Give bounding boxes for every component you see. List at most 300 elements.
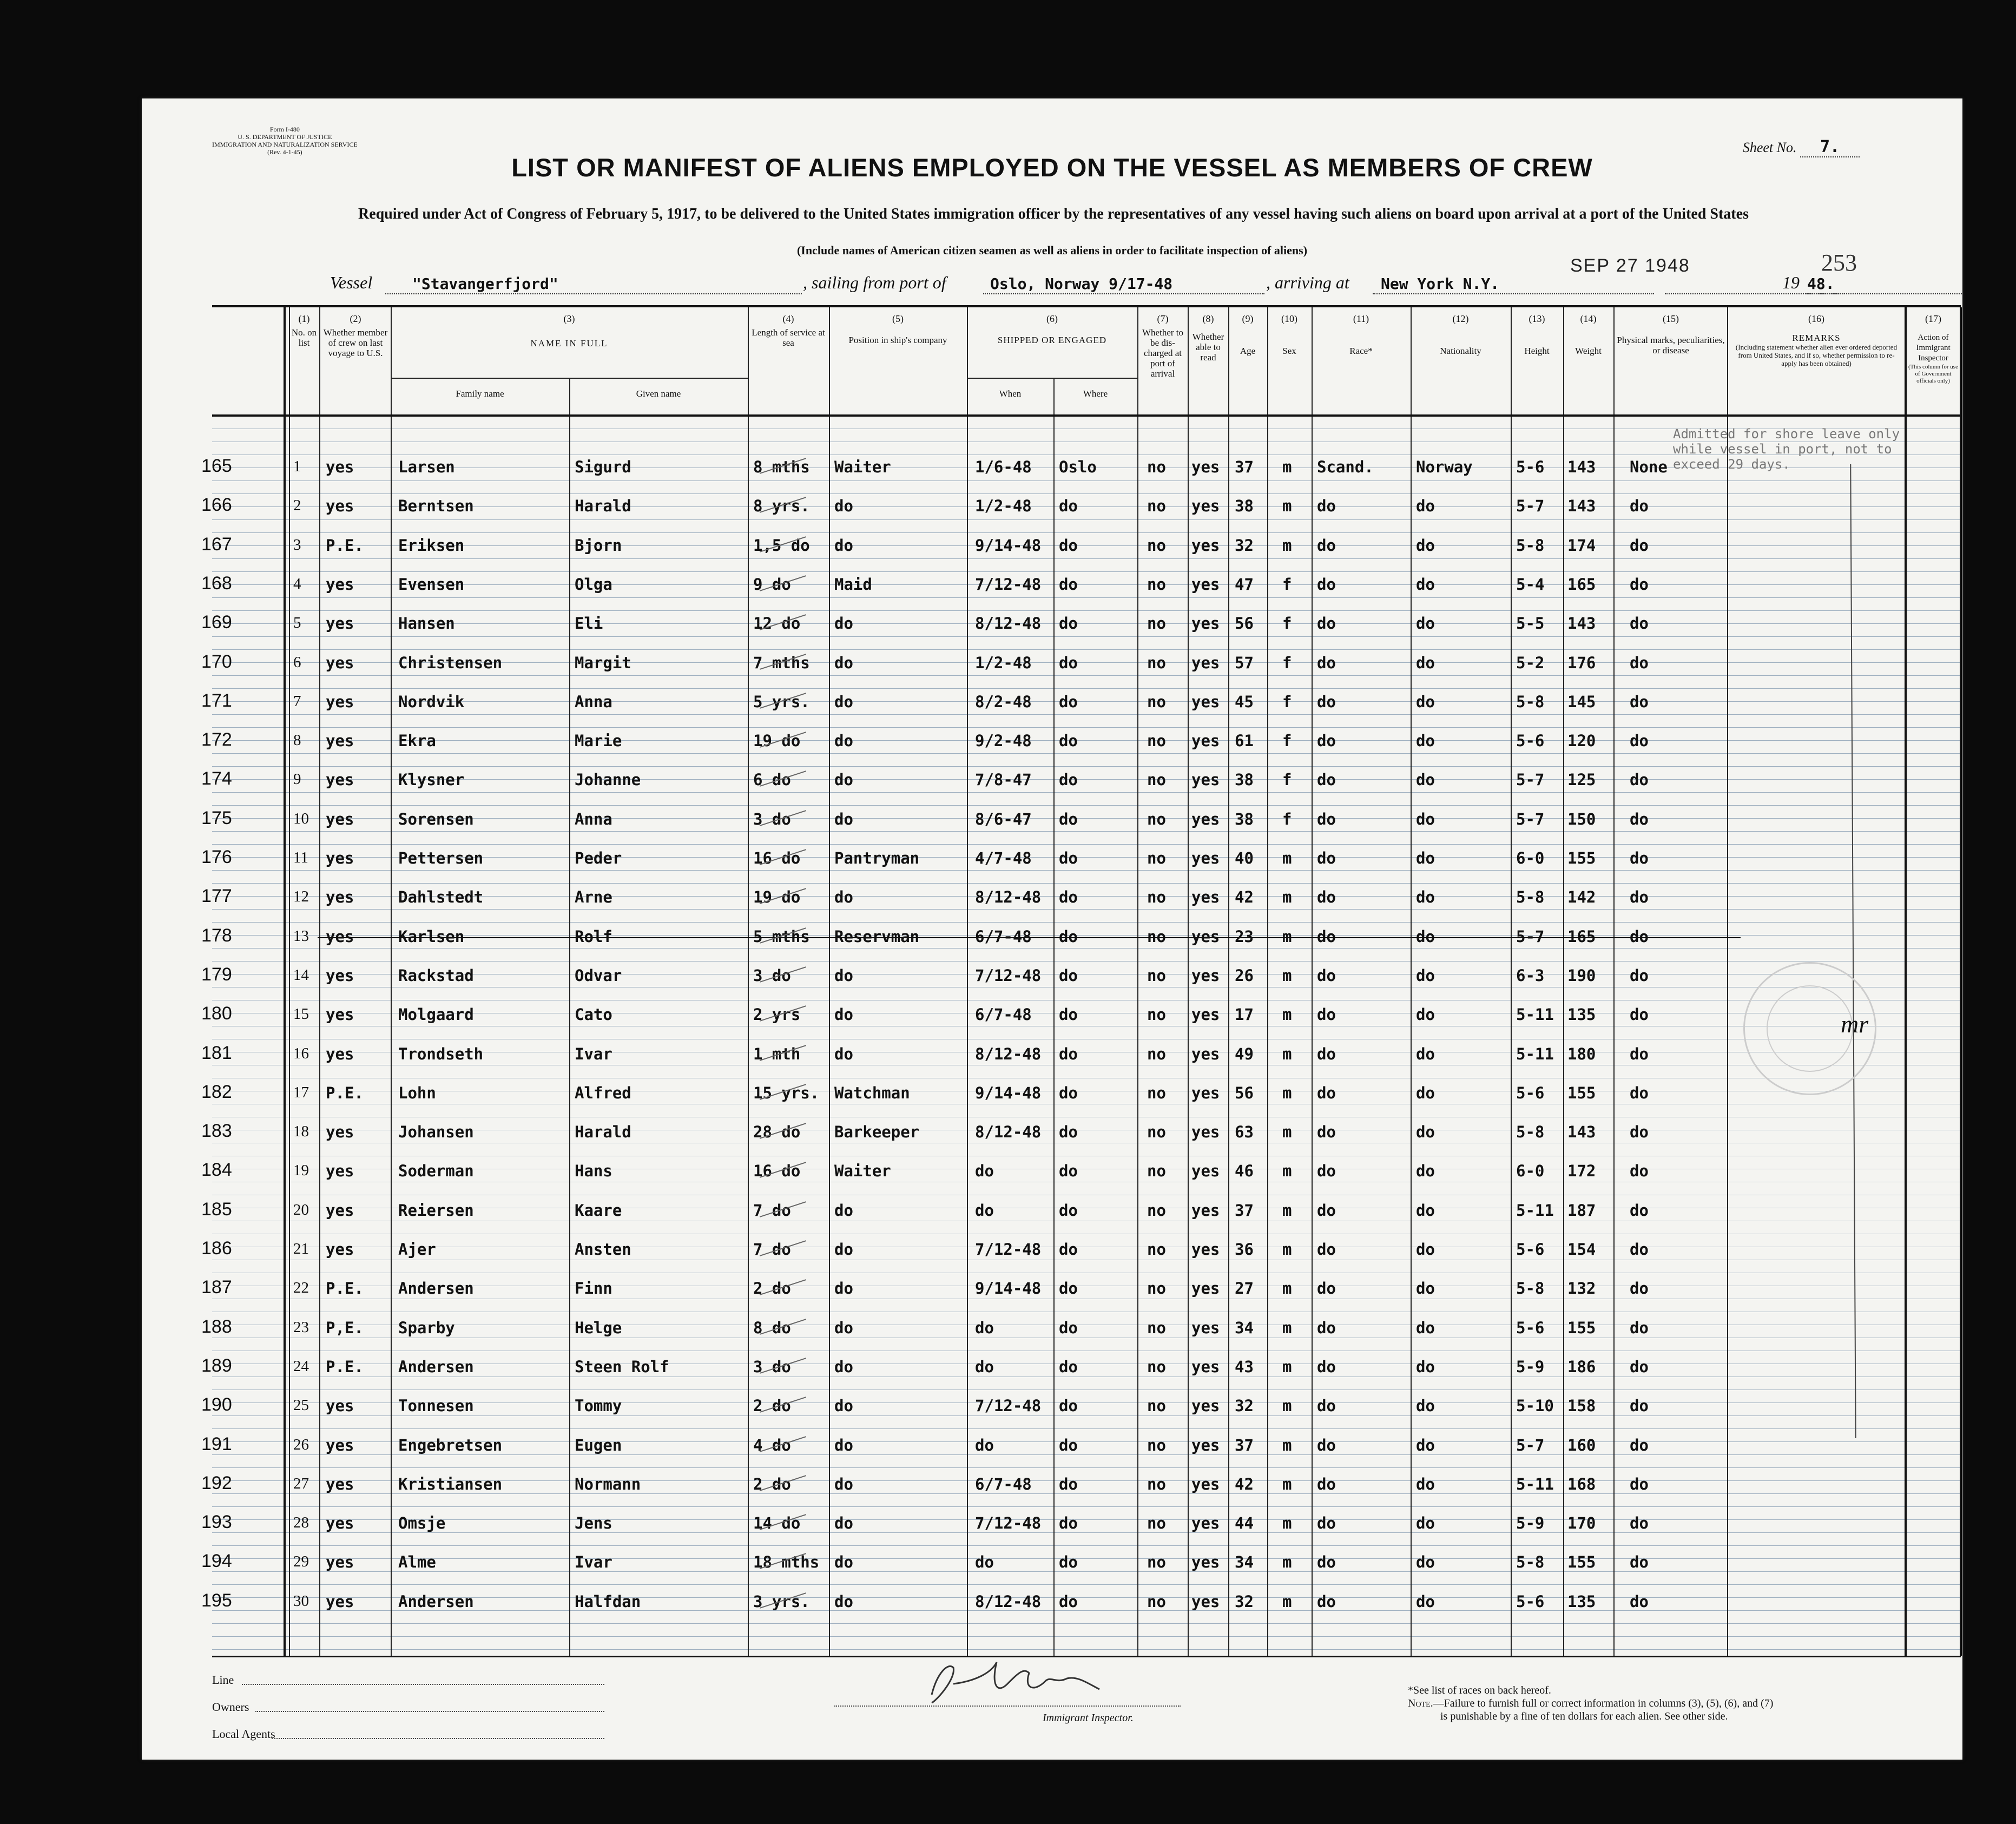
cell-family-name: Pettersen	[398, 849, 484, 867]
cell-position: do	[834, 809, 853, 828]
cell-given-name: Ivar	[575, 1553, 612, 1572]
cell-age: 23	[1235, 927, 1254, 946]
cell-to-be-discharged: no	[1147, 1044, 1166, 1063]
cell-line-number: 183	[201, 1121, 232, 1142]
cell-to-be-discharged: no	[1147, 1318, 1166, 1337]
cell-to-be-discharged: no	[1147, 614, 1166, 633]
cell-given-name: Hans	[575, 1162, 612, 1181]
cell-height: 5-9	[1516, 1514, 1545, 1533]
table-row	[201, 838, 1961, 877]
cell-able-to-read: yes	[1191, 1553, 1220, 1572]
cell-family-name: Sorensen	[398, 809, 474, 828]
cell-to-be-discharged: no	[1147, 1279, 1166, 1298]
cell-last-voyage: yes	[326, 1514, 354, 1533]
cell-family-name: Ekra	[398, 732, 436, 750]
header-label: Sex	[1282, 346, 1296, 356]
cell-length-of-service: 1 mth	[753, 1044, 801, 1063]
header-bottom-rule	[212, 414, 1961, 417]
cell-family-name: Andersen	[398, 1357, 474, 1376]
cell-given-name: Johanne	[575, 771, 641, 789]
shipped-subheader-rule	[967, 378, 1137, 379]
cell-shipped-when: 8/2-48	[975, 692, 1032, 711]
header-number: (3)	[563, 313, 575, 324]
cell-height: 5-8	[1516, 692, 1545, 711]
cell-weight: 135	[1567, 1592, 1596, 1611]
cell-age: 43	[1235, 1357, 1254, 1376]
table-row	[201, 1347, 1961, 1386]
cell-given-name: Arne	[575, 888, 612, 907]
cell-shipped-when: 4/7-48	[975, 849, 1032, 867]
cell-row-number: 11	[293, 849, 308, 866]
header-age	[1228, 314, 1267, 356]
cell-race: do	[1317, 1397, 1336, 1415]
cell-weight: 125	[1567, 771, 1596, 789]
cell-to-be-discharged: no	[1147, 1162, 1166, 1181]
cell-line-number: 165	[201, 456, 232, 476]
cell-row-number: 26	[293, 1436, 309, 1453]
cell-to-be-discharged: no	[1147, 1201, 1166, 1220]
cell-to-be-discharged: no	[1147, 771, 1166, 789]
cell-sex: m	[1282, 1318, 1292, 1337]
cell-shipped-when: 7/12-48	[975, 966, 1042, 985]
cell-family-name: Soderman	[398, 1162, 474, 1181]
cell-position: Reservman	[834, 927, 920, 946]
header-shipped-engaged	[967, 314, 1137, 345]
cell-nationality: do	[1416, 966, 1435, 985]
date-stamp: SEP 27 1948	[1570, 255, 1690, 276]
cell-to-be-discharged: no	[1147, 575, 1166, 594]
footer-line-dots	[242, 1684, 604, 1685]
cell-able-to-read: yes	[1191, 966, 1220, 985]
cell-height: 5-7	[1516, 927, 1545, 946]
cell-length-of-service: 5 mths	[753, 927, 810, 946]
header-label: Age	[1240, 346, 1256, 356]
cell-nationality: do	[1416, 809, 1435, 828]
cell-length-of-service: 3 do	[753, 1357, 791, 1376]
race-note: *See list of races on back hereof.	[1408, 1684, 1551, 1696]
cell-able-to-read: yes	[1191, 575, 1220, 594]
cell-shipped-when: 1/6-48	[975, 458, 1032, 476]
header-weight	[1563, 314, 1613, 356]
cell-able-to-read: yes	[1191, 1123, 1220, 1142]
cell-height: 5-4	[1516, 575, 1545, 594]
cell-sex: m	[1282, 1357, 1292, 1376]
cell-length-of-service: 3 do	[753, 966, 791, 985]
page-title: LIST OR MANIFEST OF ALIENS EMPLOYED ON THE VESSEL AS MEMBERS OF CREW	[511, 153, 1593, 182]
cell-age: 37	[1235, 1436, 1254, 1454]
cell-height: 5-7	[1516, 1436, 1545, 1454]
cell-position: do	[834, 653, 853, 672]
cell-length-of-service: 16 do	[753, 849, 801, 867]
cell-race: do	[1317, 1201, 1336, 1220]
header-given-name: Given name	[636, 388, 681, 399]
cell-line-number: 167	[201, 534, 232, 555]
cell-position: do	[834, 771, 853, 789]
cell-sex: m	[1282, 1436, 1292, 1454]
cell-line-number: 166	[201, 495, 232, 516]
cell-family-name: Omsje	[398, 1514, 446, 1533]
header-no-on-list	[289, 314, 319, 348]
cell-sex: m	[1282, 1044, 1292, 1063]
department-name: U. S. DEPARTMENT OF JUSTICE	[238, 133, 332, 141]
cell-position: Waiter	[834, 458, 891, 476]
cell-position: do	[834, 692, 853, 711]
cell-physical-marks: do	[1630, 888, 1649, 907]
cell-last-voyage: yes	[326, 1162, 354, 1181]
cell-sex: m	[1282, 458, 1292, 476]
cell-row-number: 16	[293, 1044, 309, 1062]
cell-given-name: Ivar	[575, 1044, 612, 1063]
cell-row-number: 13	[293, 927, 309, 945]
cell-age: 34	[1235, 1553, 1254, 1572]
cell-race: do	[1317, 1005, 1336, 1024]
table-row	[201, 486, 1961, 525]
cell-row-number: 17	[293, 1083, 309, 1101]
cell-sex: m	[1282, 1474, 1292, 1493]
ruled-line	[212, 1623, 1961, 1624]
cell-sex: m	[1282, 1162, 1292, 1181]
header-sublabel: (Including statement whether alien ever ordered deported from United States, and if so, whether permission to re-apply has been obtained)	[1735, 343, 1898, 367]
cell-height: 5-11	[1516, 1201, 1554, 1220]
cell-given-name: Sigurd	[575, 458, 631, 476]
cell-position: do	[834, 966, 853, 985]
cell-nationality: do	[1416, 1357, 1435, 1376]
cell-able-to-read: yes	[1191, 888, 1220, 907]
cell-to-be-discharged: no	[1147, 1240, 1166, 1259]
sheet-number-label: Sheet No.	[1742, 140, 1797, 155]
footer-agents-label: Local Agents	[212, 1727, 275, 1741]
inspector-label: Immigrant Inspector.	[1043, 1712, 1134, 1724]
cell-line-number: 169	[201, 612, 232, 633]
cell-position: do	[834, 732, 853, 750]
cell-sex: m	[1282, 1592, 1292, 1611]
cell-row-number: 30	[293, 1592, 309, 1610]
ruled-line	[212, 1649, 1961, 1650]
cell-shipped-where: do	[1059, 1318, 1078, 1337]
cell-able-to-read: yes	[1191, 849, 1220, 867]
cell-family-name: Eriksen	[398, 536, 465, 555]
table-row	[201, 1229, 1961, 1268]
cell-last-voyage: P,E.	[326, 1318, 364, 1337]
arriving-label: , arriving at	[1266, 273, 1349, 292]
cell-nationality: do	[1416, 1279, 1435, 1298]
cell-age: 34	[1235, 1318, 1254, 1337]
cell-age: 61	[1235, 732, 1254, 750]
cell-able-to-read: yes	[1191, 497, 1220, 516]
cell-able-to-read: yes	[1191, 1357, 1220, 1376]
cell-physical-marks: do	[1630, 966, 1649, 985]
cell-race: do	[1317, 1436, 1336, 1454]
cell-nationality: do	[1416, 575, 1435, 594]
cell-to-be-discharged: no	[1147, 1005, 1166, 1024]
cell-weight: 160	[1567, 1436, 1596, 1454]
cell-age: 45	[1235, 692, 1254, 711]
cell-position: Barkeeper	[834, 1123, 920, 1142]
header-sublabel: (This column for use of Government officials only)	[1908, 364, 1958, 384]
cell-physical-marks: do	[1630, 1123, 1649, 1142]
cell-last-voyage: yes	[326, 1553, 354, 1572]
cell-length-of-service: 5 yrs.	[753, 692, 810, 711]
cell-row-number: 1	[293, 458, 301, 475]
year-dotline	[1803, 293, 1843, 294]
cell-height: 5-6	[1516, 1240, 1545, 1259]
cell-able-to-read: yes	[1191, 1005, 1220, 1024]
cell-to-be-discharged: no	[1147, 1474, 1166, 1493]
cell-given-name: Cato	[575, 1005, 612, 1024]
cell-length-of-service: 15 yrs.	[753, 1083, 820, 1102]
cell-family-name: Molgaard	[398, 1005, 474, 1024]
cell-family-name: Dahlstedt	[398, 888, 484, 907]
cell-physical-marks: do	[1630, 653, 1649, 672]
cell-given-name: Harald	[575, 1123, 631, 1142]
cell-race: do	[1317, 1083, 1336, 1102]
penalty-note	[1408, 1697, 1773, 1710]
cell-length-of-service: 1,5 do	[753, 536, 810, 555]
cell-position: do	[834, 1357, 853, 1376]
cell-nationality: do	[1416, 1123, 1435, 1142]
cell-sex: m	[1282, 927, 1292, 946]
cell-shipped-when: 9/14-48	[975, 1279, 1042, 1298]
cell-last-voyage: yes	[326, 1240, 354, 1259]
cell-shipped-where: do	[1059, 692, 1078, 711]
cell-last-voyage: yes	[326, 888, 354, 907]
cell-given-name: Normann	[575, 1474, 641, 1493]
header-label: Race*	[1349, 346, 1373, 356]
header-label: Physical marks, peculiarities, or disease	[1617, 335, 1725, 355]
cell-family-name: Alme	[398, 1553, 436, 1572]
cell-family-name: Andersen	[398, 1279, 474, 1298]
include-note: (Include names of American citizen seamen as well as aliens in order to facilitate inspection of aliens)	[796, 243, 1308, 257]
cell-height: 5-8	[1516, 1553, 1545, 1572]
cell-line-number: 176	[201, 847, 232, 867]
requirement-text: Required under Act of Congress of February 5, 1917, to be delivered to the United States immigration officer by the representatives of any vessel having such aliens on board upon arrival at a port of the United States	[358, 206, 1749, 222]
header-number: (16)	[1808, 313, 1824, 324]
table-row	[201, 564, 1961, 603]
cell-last-voyage: P.E.	[326, 1083, 364, 1102]
cell-length-of-service: 2 do	[753, 1279, 791, 1298]
cell-row-number: 25	[293, 1397, 309, 1414]
cell-weight: 142	[1567, 888, 1596, 907]
cell-position: do	[834, 1318, 853, 1337]
cell-length-of-service: 7 mths	[753, 653, 810, 672]
strike-through-line	[318, 937, 1741, 938]
cell-shipped-when: 6/7-48	[975, 927, 1032, 946]
table-row	[201, 1425, 1961, 1464]
cell-to-be-discharged: no	[1147, 1436, 1166, 1454]
cell-shipped-when: do	[975, 1553, 994, 1572]
cell-position: do	[834, 497, 853, 516]
cell-sex: m	[1282, 1514, 1292, 1533]
cell-sex: f	[1282, 732, 1292, 750]
cell-height: 6-0	[1516, 849, 1545, 867]
cell-physical-marks: do	[1630, 849, 1649, 867]
cell-last-voyage: yes	[326, 692, 354, 711]
header-number: (12)	[1452, 313, 1469, 324]
header-label: Height	[1524, 346, 1550, 356]
cell-to-be-discharged: no	[1147, 927, 1166, 946]
header-physical-marks	[1617, 314, 1725, 355]
cell-given-name: Finn	[575, 1279, 612, 1298]
header-number: (7)	[1157, 313, 1169, 324]
cell-shipped-when: 7/12-48	[975, 1514, 1042, 1533]
table-row	[201, 1582, 1961, 1621]
cell-shipped-where: Oslo	[1059, 458, 1097, 476]
inspector-signature	[915, 1651, 1121, 1711]
cell-weight: 172	[1567, 1162, 1596, 1181]
cell-nationality: Norway	[1416, 458, 1473, 476]
cell-shipped-when: 9/2-48	[975, 732, 1032, 750]
header-number: (10)	[1281, 313, 1297, 324]
cell-physical-marks: do	[1630, 1474, 1649, 1493]
cell-height: 5-8	[1516, 888, 1545, 907]
cell-height: 5-6	[1516, 458, 1545, 476]
cell-nationality: do	[1416, 1240, 1435, 1259]
cell-weight: 170	[1567, 1514, 1596, 1533]
header-number: (11)	[1353, 313, 1369, 324]
cell-sex: f	[1282, 614, 1292, 633]
header-label: REMARKS	[1792, 333, 1841, 343]
cell-length-of-service: 4 do	[753, 1436, 791, 1454]
header-inspector-action	[1908, 314, 1959, 385]
cell-to-be-discharged: no	[1147, 809, 1166, 828]
cell-physical-marks: do	[1630, 1397, 1649, 1415]
cell-last-voyage: yes	[326, 966, 354, 985]
cell-length-of-service: 19 do	[753, 732, 801, 750]
cell-race: do	[1317, 653, 1336, 672]
cell-length-of-service: 2 do	[753, 1474, 791, 1493]
cell-length-of-service: 16 do	[753, 1162, 801, 1181]
cell-position: do	[834, 1240, 853, 1259]
cell-line-number: 180	[201, 1003, 232, 1024]
cell-to-be-discharged: no	[1147, 966, 1166, 985]
cell-line-number: 170	[201, 651, 232, 672]
header-family-name: Family name	[456, 388, 504, 399]
header-label: NAME IN FULL	[530, 338, 608, 348]
cell-given-name: Peder	[575, 849, 622, 867]
cell-physical-marks: do	[1630, 1514, 1649, 1533]
cell-shipped-when: 8/12-48	[975, 1123, 1042, 1142]
cell-given-name: Olga	[575, 575, 612, 594]
cell-row-number: 23	[293, 1318, 309, 1336]
table-row	[201, 995, 1961, 1033]
cell-last-voyage: yes	[326, 1201, 354, 1220]
cell-physical-marks: do	[1630, 1044, 1649, 1063]
cell-length-of-service: 18 mths	[753, 1553, 820, 1572]
cell-line-number: 182	[201, 1081, 232, 1102]
cell-position: do	[834, 1279, 853, 1298]
cell-weight: 155	[1567, 1083, 1596, 1102]
cell-to-be-discharged: no	[1147, 1592, 1166, 1611]
cell-nationality: do	[1416, 1436, 1435, 1454]
cell-sex: f	[1282, 692, 1292, 711]
cell-given-name: Bjorn	[575, 536, 622, 555]
header-length-of-service	[748, 314, 829, 348]
cell-shipped-when: do	[975, 1318, 994, 1337]
header-race	[1312, 314, 1411, 356]
cell-family-name: Larsen	[398, 458, 455, 476]
cell-age: 32	[1235, 1397, 1254, 1415]
cell-able-to-read: yes	[1191, 732, 1220, 750]
cell-shipped-when: 6/7-48	[975, 1005, 1032, 1024]
cell-last-voyage: yes	[326, 458, 354, 476]
cell-last-voyage: yes	[326, 1123, 354, 1142]
sailing-port: Oslo, Norway 9/17-48	[990, 275, 1173, 293]
cell-given-name: Alfred	[575, 1083, 631, 1102]
header-number: (6)	[1046, 313, 1058, 324]
cell-given-name: Margit	[575, 653, 631, 672]
cell-physical-marks: do	[1630, 1162, 1649, 1181]
cell-shipped-where: do	[1059, 1592, 1078, 1611]
cell-length-of-service: 19 do	[753, 888, 801, 907]
cell-weight: 143	[1567, 1123, 1596, 1142]
cell-race: do	[1317, 1240, 1336, 1259]
cell-line-number: 186	[201, 1238, 232, 1259]
cell-sex: m	[1282, 1397, 1292, 1415]
cell-family-name: Rackstad	[398, 966, 474, 985]
cell-given-name: Kaare	[575, 1201, 622, 1220]
cell-given-name: Eugen	[575, 1436, 622, 1454]
cell-physical-marks: do	[1630, 1592, 1649, 1611]
cell-shipped-where: do	[1059, 1474, 1078, 1493]
cell-age: 63	[1235, 1123, 1254, 1142]
cell-able-to-read: yes	[1191, 809, 1220, 828]
cell-last-voyage: yes	[326, 732, 354, 750]
cell-shipped-when: 8/6-47	[975, 809, 1032, 828]
cell-shipped-where: do	[1059, 1005, 1078, 1024]
cell-age: 57	[1235, 653, 1254, 672]
cell-line-number: 175	[201, 807, 232, 828]
cell-height: 5-5	[1516, 614, 1545, 633]
cell-position: do	[834, 614, 853, 633]
cell-height: 5-7	[1516, 771, 1545, 789]
cell-line-number: 179	[201, 964, 232, 985]
cell-shipped-where: do	[1059, 966, 1078, 985]
table-row	[201, 760, 1961, 799]
header-sex	[1267, 314, 1312, 356]
cell-able-to-read: yes	[1191, 536, 1220, 555]
cell-last-voyage: yes	[326, 771, 354, 789]
cell-last-voyage: yes	[326, 497, 354, 516]
header-remarks	[1730, 314, 1902, 367]
cell-sex: m	[1282, 1553, 1292, 1572]
cell-shipped-where: do	[1059, 1201, 1078, 1220]
cell-height: 5-8	[1516, 1123, 1545, 1142]
cell-family-name: Trondseth	[398, 1044, 484, 1063]
cell-shipped-when: 8/12-48	[975, 1044, 1042, 1063]
vessel-dotline	[385, 293, 802, 294]
cell-race: do	[1317, 888, 1336, 907]
cell-nationality: do	[1416, 927, 1435, 946]
cell-shipped-when: 8/12-48	[975, 614, 1042, 633]
cell-line-number: 190	[201, 1394, 232, 1415]
cell-to-be-discharged: no	[1147, 1083, 1166, 1102]
cell-weight: 120	[1567, 732, 1596, 750]
cell-physical-marks: do	[1630, 536, 1649, 555]
cell-length-of-service: 3 yrs.	[753, 1592, 810, 1611]
cell-age: 42	[1235, 1474, 1254, 1493]
cell-weight: 155	[1567, 1318, 1596, 1337]
table-row	[201, 1268, 1961, 1307]
cell-shipped-where: do	[1059, 614, 1078, 633]
cell-shipped-where: do	[1059, 771, 1078, 789]
arriving-port: New York N.Y.	[1381, 275, 1500, 293]
cell-last-voyage: yes	[326, 1005, 354, 1024]
vessel-label: Vessel	[330, 273, 373, 292]
cell-last-voyage: yes	[326, 1592, 354, 1611]
cell-physical-marks: do	[1630, 575, 1649, 594]
header-number: (13)	[1529, 313, 1545, 324]
cell-line-number: 195	[201, 1590, 232, 1611]
